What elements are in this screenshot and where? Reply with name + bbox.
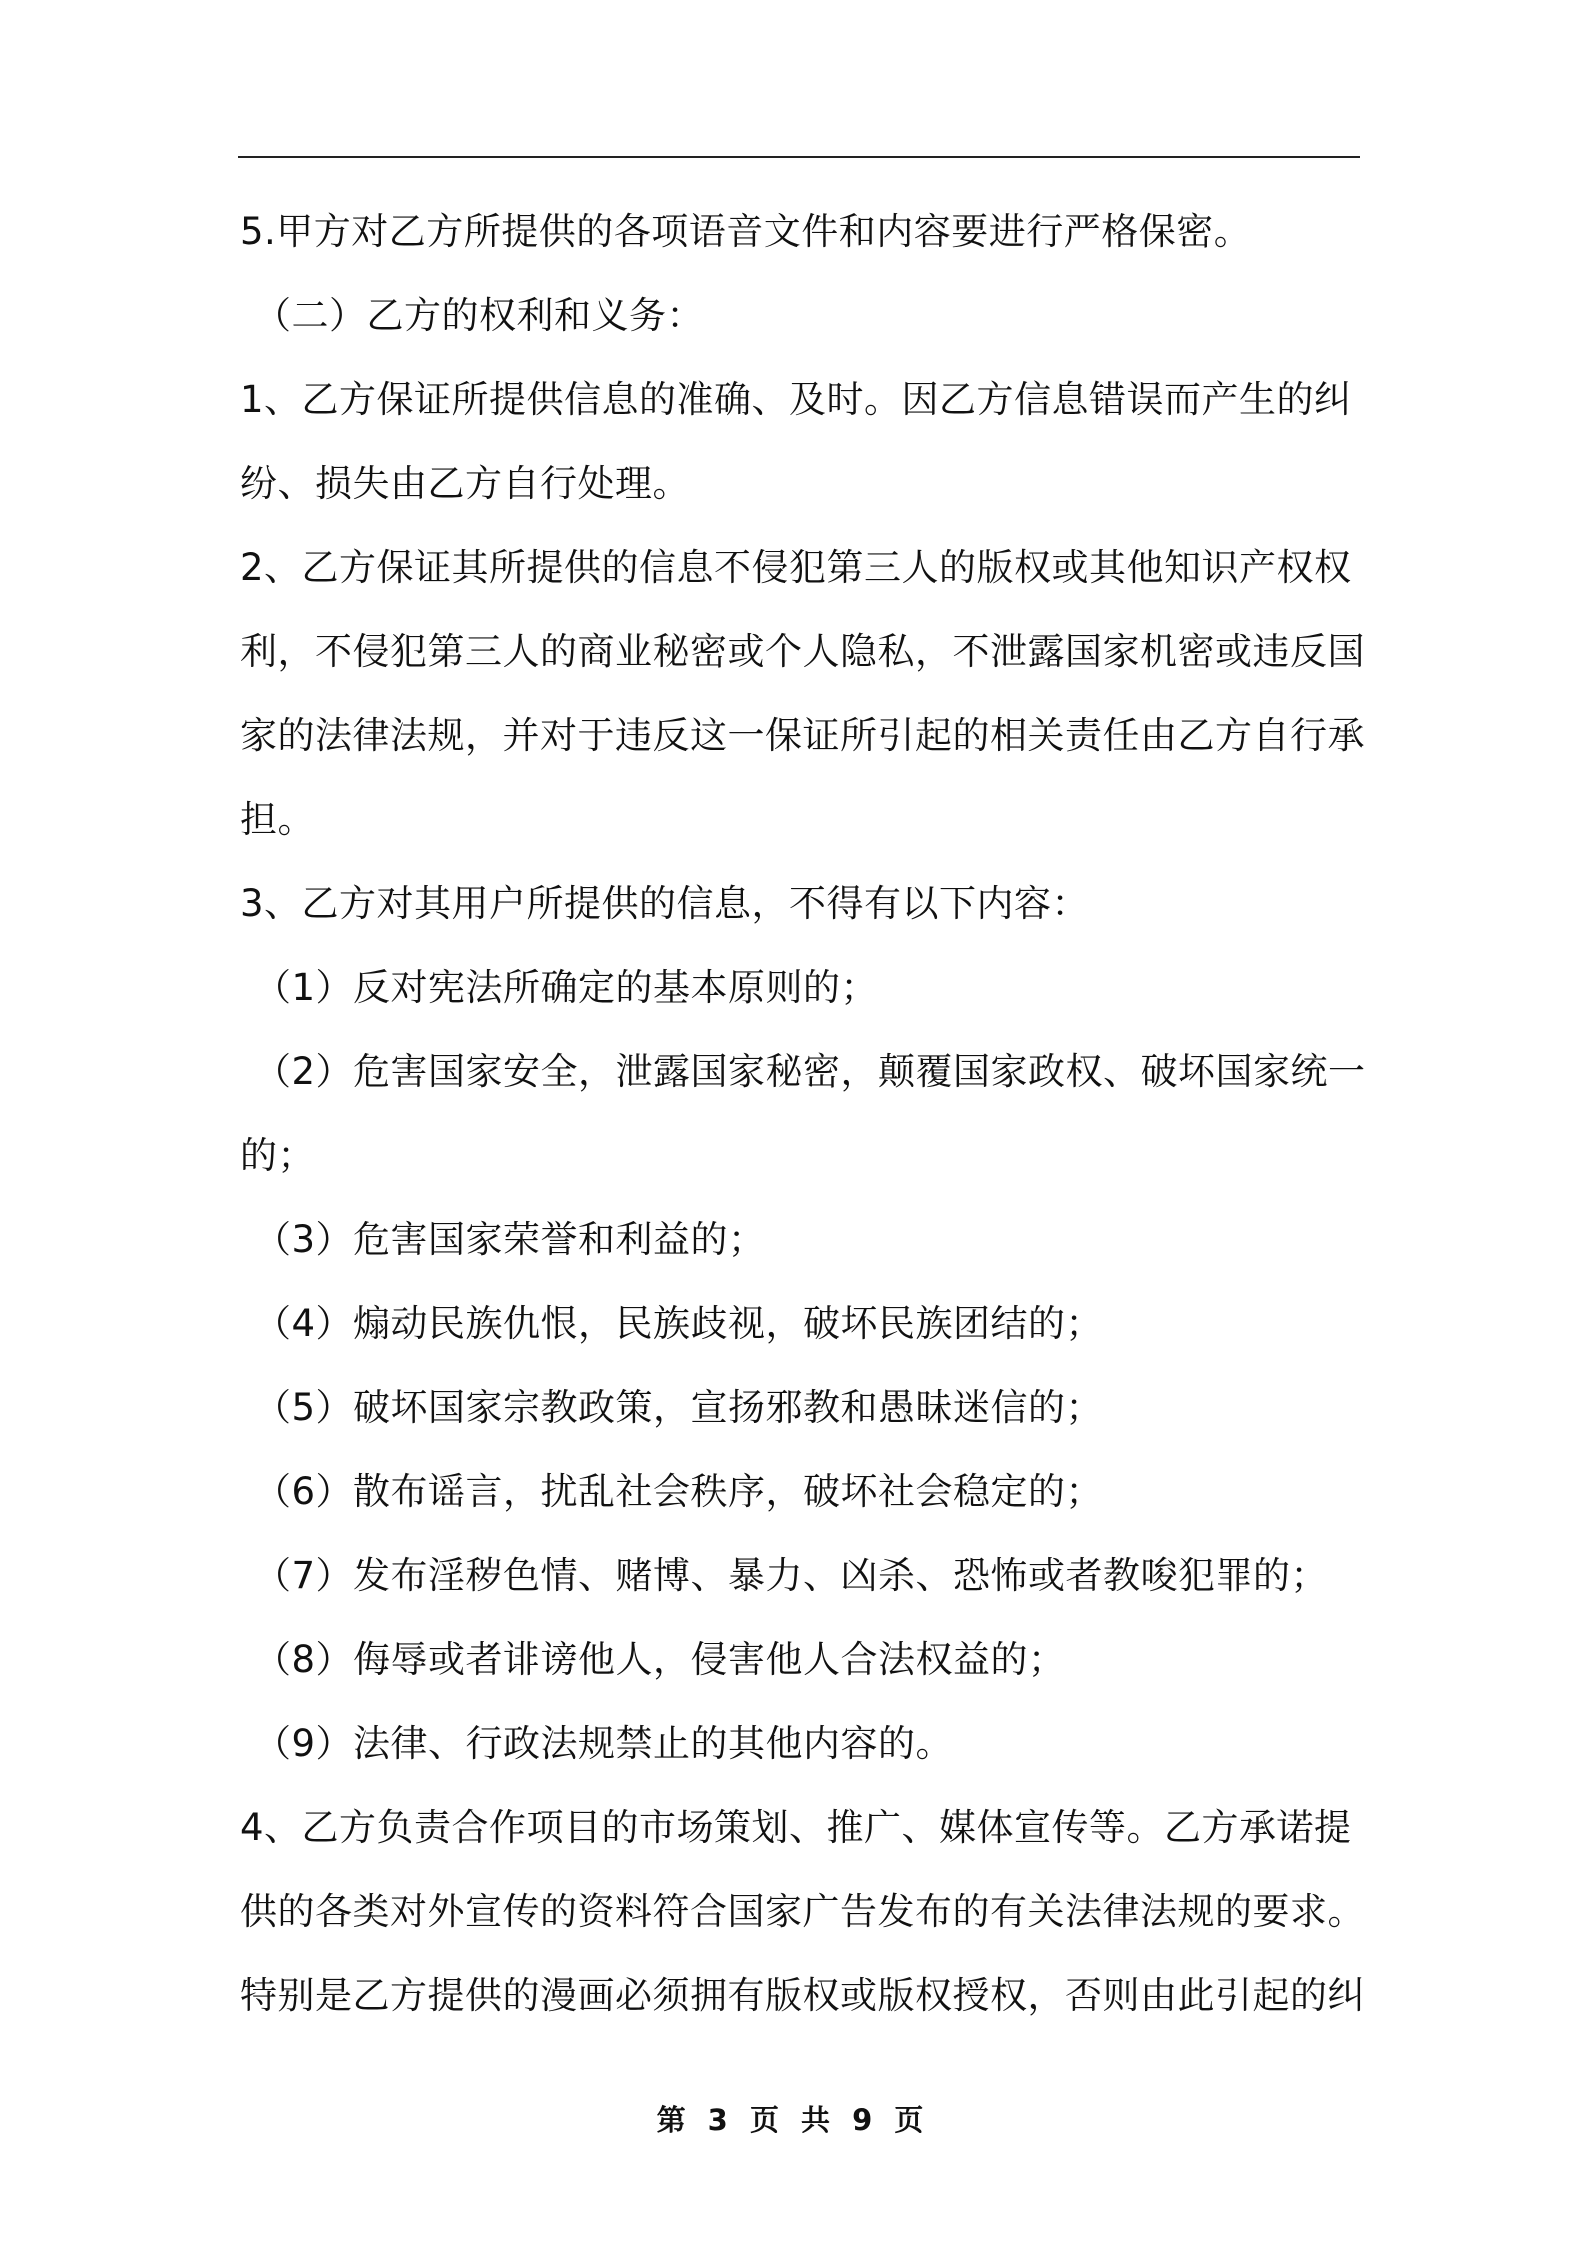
- text-line: （5）破坏国家宗教政策，宣扬邪教和愚昧迷信的；: [254, 1386, 1104, 1429]
- text-line: 家的法律法规，并对于违反这一保证所引起的相关责任由乙方自行承: [240, 714, 1365, 757]
- page-number-footer: 第 3 页 共 9 页: [656, 2103, 930, 2137]
- text-line: 供的各类对外宣传的资料符合国家广告发布的有关法律法规的要求。: [240, 1890, 1365, 1933]
- text-line: 2、乙方保证其所提供的信息不侵犯第三人的版权或其他知识产权权: [240, 546, 1352, 589]
- text-line: （2）危害国家安全，泄露国家秘密，颠覆国家政权、破坏国家统一: [254, 1050, 1366, 1093]
- text-line: 的；: [240, 1134, 315, 1177]
- text-line: 担。: [240, 798, 315, 841]
- text-line: （7）发布淫秽色情、赌博、暴力、凶杀、恐怖或者教唆犯罪的；: [254, 1554, 1329, 1597]
- text-line: （8）侮辱或者诽谤他人，侵害他人合法权益的；: [254, 1638, 1066, 1681]
- header-rule: [238, 156, 1360, 158]
- text-line: 3、乙方对其用户所提供的信息，不得有以下内容：: [240, 882, 1090, 925]
- text-line: 特别是乙方提供的漫画必须拥有版权或版权授权，否则由此引起的纠: [240, 1974, 1365, 2017]
- text-line: 1、乙方保证所提供信息的准确、及时。因乙方信息错误而产生的纠: [240, 378, 1352, 421]
- text-line: （二）乙方的权利和义务：: [254, 294, 704, 337]
- text-line: （4）煽动民族仇恨，民族歧视，破坏民族团结的；: [254, 1302, 1104, 1345]
- text-line: 纷、损失由乙方自行处理。: [240, 462, 690, 505]
- text-line: （9）法律、行政法规禁止的其他内容的。: [254, 1722, 954, 1765]
- text-line: 利，不侵犯第三人的商业秘密或个人隐私，不泄露国家机密或违反国: [240, 630, 1365, 673]
- text-line: （1）反对宪法所确定的基本原则的；: [254, 966, 879, 1009]
- text-line: （6）散布谣言，扰乱社会秩序，破坏社会稳定的；: [254, 1470, 1104, 1513]
- text-line: 5.甲方对乙方所提供的各项语音文件和内容要进行严格保密。: [240, 210, 1252, 253]
- text-line: （3）危害国家荣誉和利益的；: [254, 1218, 766, 1261]
- text-line: 4、乙方负责合作项目的市场策划、推广、媒体宣传等。乙方承诺提: [240, 1806, 1352, 1849]
- document-body: [240, 190, 1366, 2038]
